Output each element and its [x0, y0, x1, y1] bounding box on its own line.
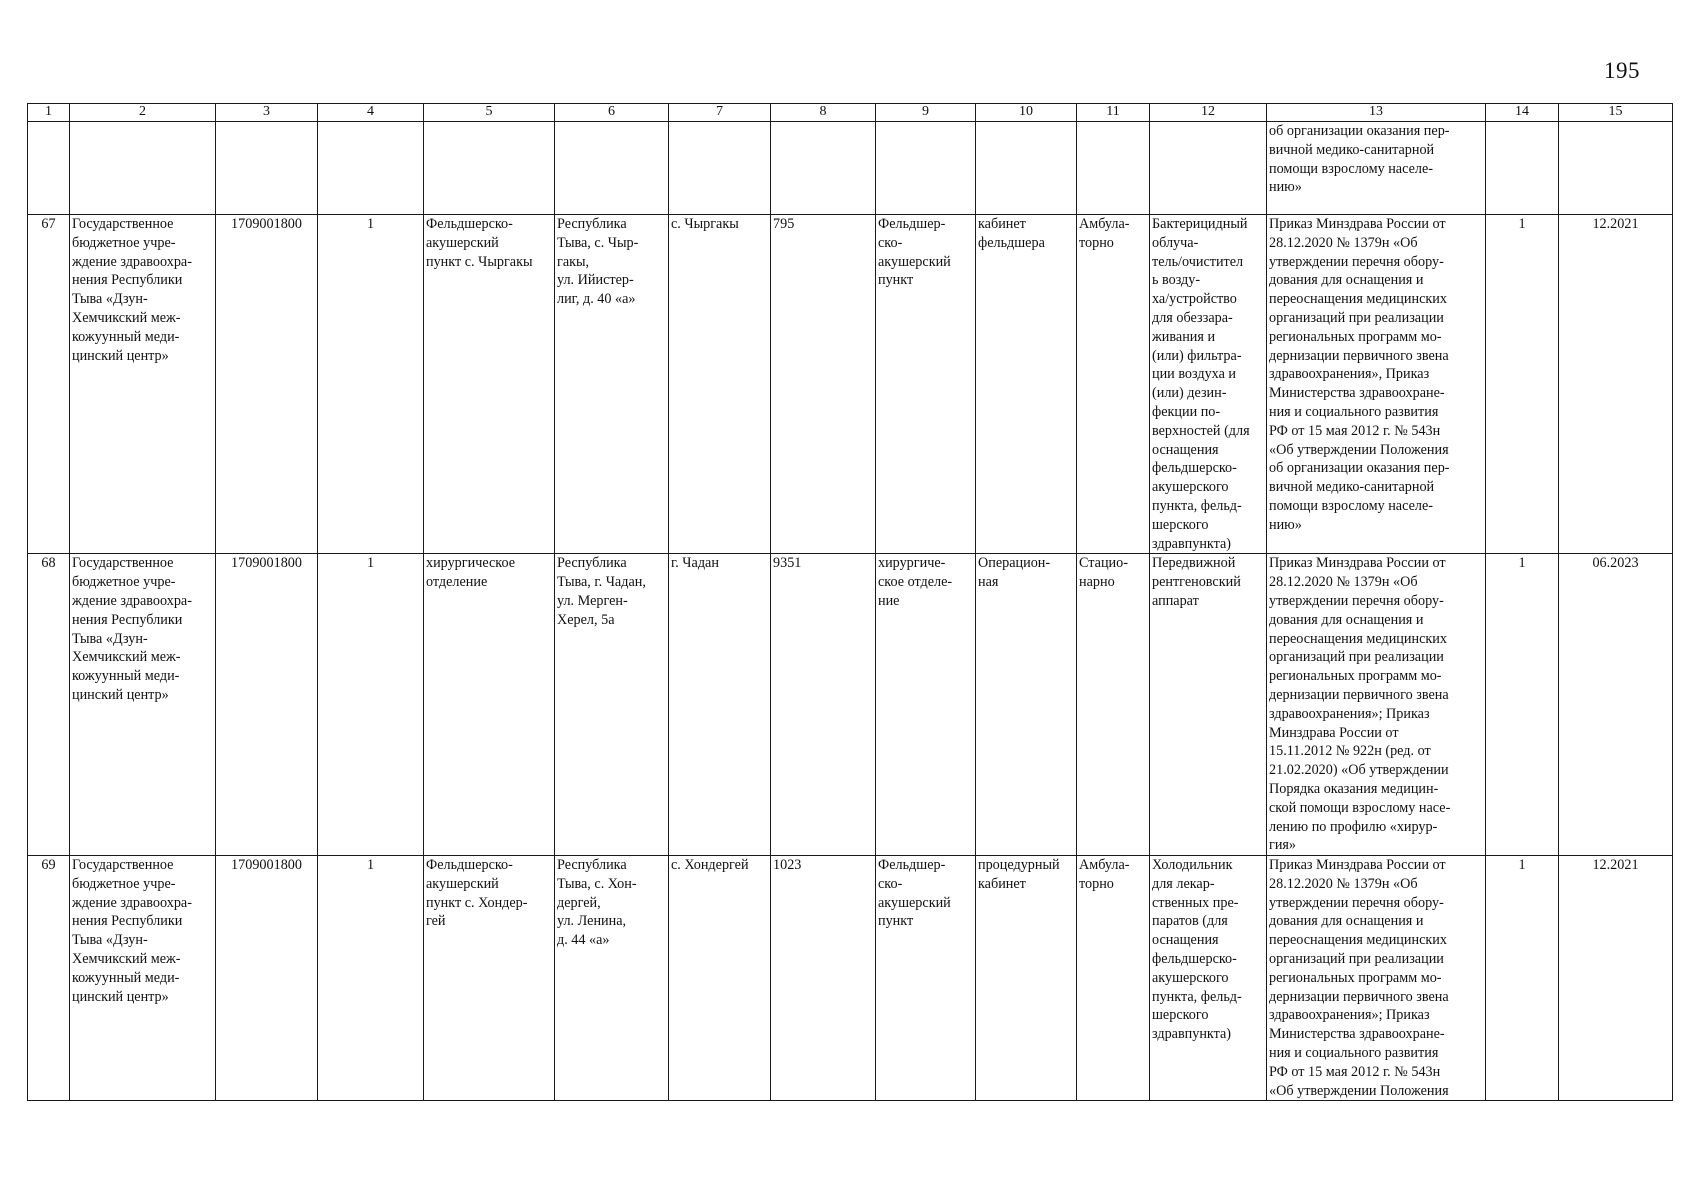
unit-type-cell: Фельдшер- ско- акушерский пункт [876, 215, 976, 554]
address-cell: Республика Тыва, с. Чыр- гакы, ул. Ийистер- лиг, д. 40 «а» [555, 215, 669, 554]
table-row [28, 554, 1673, 856]
room-cell: кабинет фельдшера [976, 215, 1077, 554]
locality-cell: с. Чыргакы [669, 215, 771, 554]
care-form-cell: Амбула- торно [1077, 856, 1150, 1101]
department-cell: Фельдшерско- акушерский пункт с. Хондер- гей [424, 856, 555, 1101]
column-number: 1 [28, 104, 70, 122]
column-number-row [28, 104, 1673, 122]
address-cell: Республика Тыва, с. Хон- дергей, ул. Ленина, д. 44 «а» [555, 856, 669, 1101]
inn-cell: 1709001800 [216, 554, 318, 856]
legal-basis-cell: об организации оказания пер- вичной медико-санитарной помощи взрослому населе- нию» [1267, 122, 1486, 215]
delivery-date-cell [1559, 122, 1673, 215]
row-number-cell [28, 122, 70, 215]
column-number: 9 [876, 104, 976, 122]
delivery-date-cell: 12.2021 [1559, 215, 1673, 554]
delivery-date-cell: 06.2023 [1559, 554, 1673, 856]
room-cell [976, 122, 1077, 215]
population-cell: 9351 [771, 554, 876, 856]
equipment-quantity-cell [1486, 122, 1559, 215]
inn-cell: 1709001800 [216, 215, 318, 554]
locality-cell: г. Чадан [669, 554, 771, 856]
legal-basis-cell: Приказ Минздрава России от 28.12.2020 № 1379н «Об утверждении перечня обору- дования для оснащения и переоснащения медицинских организаций при реализации региональных программ мо- дернизации первичного звена здравоохранения», Приказ Министерства здравоохране- ния и социального развития РФ от 15 мая 2012 г. № 543н «Об утверждении Положения об организации оказания пер- вичной медико-санитарной помощи взрослому населе- нию» [1267, 215, 1486, 554]
legal-basis-cell: Приказ Минздрава России от 28.12.2020 № 1379н «Об утверждении перечня обору- дования для оснащения и переоснащения медицинских организаций при реализации региональных программ мо- дернизации первичного звена здравоохранения»; Приказ Минздрава России от 15.11.2012 № 922н (ред. от 21.02.2020) «Об утверждении Порядка оказания медицин- ской помощи взрослому насе- лению по профилю «хирур- гия» [1267, 554, 1486, 856]
column-number: 12 [1150, 104, 1267, 122]
organization-name-cell: Государственное бюджетное учре- ждение здравоохра- нения Республики Тыва «Дзун- Хемчикский меж- кожуунный меди- цинский центр» [70, 856, 216, 1101]
column-number: 5 [424, 104, 555, 122]
organization-name-cell [70, 122, 216, 215]
care-form-cell: Стацио- нарно [1077, 554, 1150, 856]
unit-type-cell: хирургиче- ское отделе- ние [876, 554, 976, 856]
unit-type-cell [876, 122, 976, 215]
row-number-cell: 69 [28, 856, 70, 1101]
column-number: 7 [669, 104, 771, 122]
equipment-cell [1150, 122, 1267, 215]
equipment-cell: Холодильник для лекар- ственных пре- паратов (для оснащения фельдшерско- акушерского пункта, фельд- шерского здравпункта) [1150, 856, 1267, 1101]
population-cell [771, 122, 876, 215]
inn-cell: 1709001800 [216, 856, 318, 1101]
equipment-cell: Бактерицидный облуча- тель/очистител ь возду- ха/устройство для обеззара- живания и (или) фильтра- ции воздуха и (или) дезин- фекции по- верхностей (для оснащения фельдшерско- акушерского пункта, фельд- шерского здравпункта) [1150, 215, 1267, 554]
equipment-quantity-cell: 1 [1486, 554, 1559, 856]
care-form-cell [1077, 122, 1150, 215]
population-cell: 795 [771, 215, 876, 554]
table-row [28, 122, 1673, 215]
inn-cell [216, 122, 318, 215]
locality-cell [669, 122, 771, 215]
column-number: 14 [1486, 104, 1559, 122]
room-cell: Операцион- ная [976, 554, 1077, 856]
column-number: 11 [1077, 104, 1150, 122]
quantity-type-cell: 1 [318, 215, 424, 554]
department-cell: Фельдшерско- акушерский пункт с. Чыргакы [424, 215, 555, 554]
locality-cell: с. Хондергей [669, 856, 771, 1101]
care-form-cell: Амбула- торно [1077, 215, 1150, 554]
quantity-type-cell: 1 [318, 554, 424, 856]
population-cell: 1023 [771, 856, 876, 1101]
column-number: 6 [555, 104, 669, 122]
department-cell [424, 122, 555, 215]
row-number-cell: 68 [28, 554, 70, 856]
column-number: 4 [318, 104, 424, 122]
registry-table [27, 103, 1673, 1101]
column-number: 3 [216, 104, 318, 122]
page-number: 195 [1604, 58, 1640, 83]
equipment-cell: Передвижной рентгеновский аппарат [1150, 554, 1267, 856]
column-number: 15 [1559, 104, 1673, 122]
organization-name-cell: Государственное бюджетное учре- ждение здравоохра- нения Республики Тыва «Дзун- Хемчикский меж- кожуунный меди- цинский центр» [70, 554, 216, 856]
table-row [28, 215, 1673, 554]
column-number: 2 [70, 104, 216, 122]
equipment-quantity-cell: 1 [1486, 215, 1559, 554]
quantity-type-cell: 1 [318, 856, 424, 1101]
department-cell: хирургическое отделение [424, 554, 555, 856]
address-cell: Республика Тыва, г. Чадан, ул. Мерген- Херел, 5а [555, 554, 669, 856]
legal-basis-cell: Приказ Минздрава России от 28.12.2020 № 1379н «Об утверждении перечня обору- дования для оснащения и переоснащения медицинских организаций при реализации региональных программ мо- дернизации первичного звена здравоохранения»; Приказ Министерства здравоохране- ния и социального развития РФ от 15 мая 2012 г. № 543н «Об утверждении Положения [1267, 856, 1486, 1101]
row-number-cell: 67 [28, 215, 70, 554]
table-row [28, 856, 1673, 1101]
address-cell [555, 122, 669, 215]
quantity-type-cell [318, 122, 424, 215]
delivery-date-cell: 12.2021 [1559, 856, 1673, 1101]
organization-name-cell: Государственное бюджетное учре- ждение здравоохра- нения Республики Тыва «Дзун- Хемчикский меж- кожуунный меди- цинский центр» [70, 215, 216, 554]
column-number: 8 [771, 104, 876, 122]
equipment-quantity-cell: 1 [1486, 856, 1559, 1101]
room-cell: процедурный кабинет [976, 856, 1077, 1101]
column-number: 13 [1267, 104, 1486, 122]
column-number: 10 [976, 104, 1077, 122]
unit-type-cell: Фельдшер- ско- акушерский пункт [876, 856, 976, 1101]
